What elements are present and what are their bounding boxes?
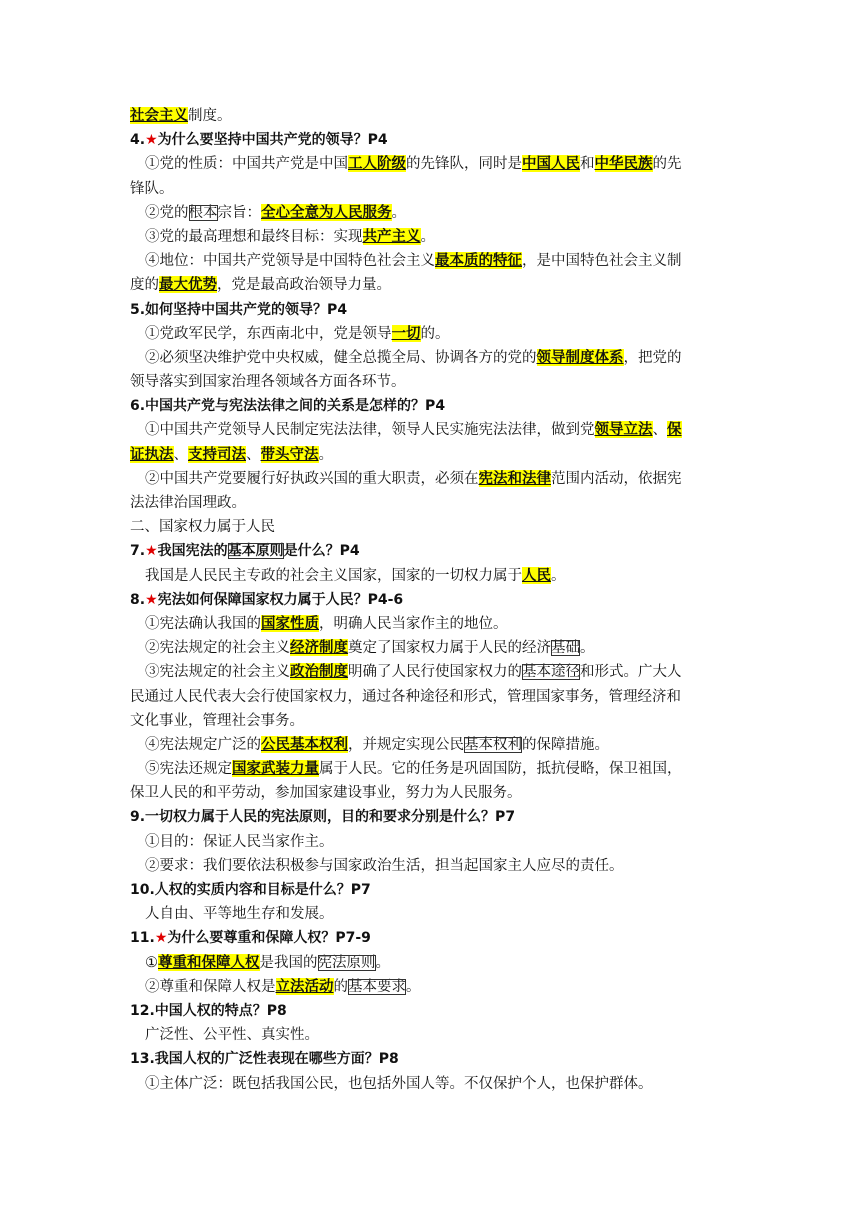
text-segment: 的先锋队，同时是 — [406, 156, 522, 173]
text-segment: ①宪法确认我国的 — [145, 615, 261, 632]
text-segment: 6.中国共产党与宪法法律之间的关系是怎样的？P4 — [130, 398, 446, 415]
text-segment: ，党是最高政治领导力量。 — [217, 277, 391, 294]
text-segment: 13.我国人权的广泛性表现在哪些方面？P8 — [130, 1051, 399, 1068]
text-segment: 为什么要尊重和保障人权？P7-9 — [167, 930, 371, 947]
question-heading — [130, 999, 735, 1023]
text-segment: 我国宪法的 — [157, 543, 228, 560]
text-segment: ④宪法规定广泛的 — [145, 736, 261, 753]
text-line — [130, 370, 735, 394]
text-segment: 制度。 — [188, 108, 232, 124]
highlighted-keyword: 支持司法 — [188, 445, 246, 463]
highlighted-keyword: 领导立法 — [594, 421, 653, 439]
question-heading — [130, 878, 735, 902]
highlighted-keyword: 共产主义 — [362, 227, 421, 245]
highlighted-keyword: 政治制度 — [290, 663, 348, 681]
text-segment: 11. — [130, 930, 155, 947]
text-segment: 二、国家权力属于人民 — [130, 519, 275, 536]
text-line — [130, 854, 735, 878]
text-line — [130, 249, 735, 273]
highlighted-keyword: 保 — [667, 421, 682, 439]
text-line — [130, 951, 735, 975]
text-segment: 文化事业，管理社会事务。 — [130, 712, 304, 729]
boxed-keyword: 基本原则 — [227, 543, 284, 560]
text-segment: 广泛性、公平性、真实性。 — [145, 1027, 319, 1044]
text-line — [130, 1023, 735, 1047]
text-segment: ④地位：中国共产党领导是中国特色社会主义 — [145, 253, 435, 270]
highlighted-keyword: 工人阶级 — [348, 155, 406, 173]
text-line — [130, 709, 735, 733]
text-segment: ②宪法规定的社会主义 — [145, 640, 290, 657]
text-segment: 锋队。 — [130, 180, 174, 197]
text-line — [130, 177, 735, 201]
text-segment: 的先 — [652, 156, 682, 173]
highlighted-keyword: 社会主义 — [130, 107, 188, 124]
text-segment: ①目的：保证人民当家作主。 — [145, 833, 334, 850]
text-segment: 。 — [406, 978, 421, 995]
text-segment: ，是中国特色社会主义制 — [522, 253, 682, 270]
text-segment: 奠定了国家权力属于人民的经济 — [348, 640, 551, 657]
text-line — [130, 104, 735, 128]
document-body — [130, 104, 735, 1096]
text-segment: 和 — [580, 156, 595, 173]
text-segment: 、 — [246, 446, 261, 463]
text-line — [130, 830, 735, 854]
star-icon: ★ — [145, 591, 158, 608]
text-segment: ②要求：我们要依法积极参与国家政治生活，担当起国家主人应尽的责任。 — [145, 857, 624, 874]
text-segment: 。 — [580, 640, 595, 657]
text-line — [130, 225, 735, 249]
text-segment: 领导落实到国家治理各领域各方面各环节。 — [130, 374, 406, 391]
highlighted-keyword: 国家武装力量 — [232, 760, 319, 778]
text-segment: ②中国共产党要履行好执政兴国的重大职责，必须在 — [145, 470, 479, 487]
text-segment: 的。 — [420, 325, 450, 342]
highlighted-keyword: 人民 — [522, 566, 551, 584]
text-segment: 的保障措施。 — [522, 736, 609, 753]
text-segment: ②尊重和保障人权是 — [145, 978, 276, 995]
text-segment: 8. — [130, 591, 146, 608]
text-line — [130, 201, 735, 225]
highlighted-keyword: 中国人民 — [522, 155, 580, 173]
text-line — [130, 757, 735, 781]
text-segment: 7. — [130, 543, 146, 560]
text-segment: 。 — [420, 228, 435, 245]
text-line — [130, 564, 735, 588]
text-segment: 。 — [551, 567, 566, 584]
text-segment: 10.人权的实质内容和目标是什么？P7 — [130, 882, 371, 898]
text-segment: 4. — [130, 132, 146, 149]
question-heading — [130, 539, 735, 563]
text-line — [130, 322, 735, 346]
text-line — [130, 636, 735, 660]
text-line — [130, 733, 735, 757]
text-segment: ① — [145, 954, 158, 971]
boxed-keyword: 基本途径 — [522, 664, 580, 681]
text-segment: 法法律治国理政。 — [130, 495, 246, 511]
highlighted-keyword: 宪法和法律 — [478, 469, 551, 487]
text-segment: 。 — [375, 954, 390, 971]
highlighted-keyword: 证执法 — [130, 445, 174, 463]
text-line — [130, 346, 735, 370]
text-line — [130, 491, 735, 515]
question-heading — [130, 298, 735, 322]
highlighted-keyword: 中华民族 — [594, 155, 653, 173]
text-line — [130, 781, 735, 805]
text-segment: 范围内活动，依据宪 — [551, 470, 682, 487]
text-segment: 。 — [391, 204, 406, 221]
question-heading — [130, 128, 735, 152]
text-line — [130, 515, 735, 539]
highlighted-keyword: 经济制度 — [290, 639, 348, 657]
highlighted-keyword: 全心全意为人民服务 — [261, 203, 392, 221]
text-segment: 宪法如何保障国家权力属于人民？P4-6 — [157, 591, 404, 608]
text-line — [130, 902, 735, 926]
highlighted-keyword: 公民基本权利 — [261, 735, 348, 753]
text-segment: ②必须坚决维护党中央权威，健全总揽全局、协调各方的党的 — [145, 349, 537, 366]
question-heading — [130, 805, 735, 829]
boxed-keyword: 基础 — [551, 640, 580, 657]
text-line — [130, 660, 735, 684]
boxed-keyword: 宪法原则 — [317, 954, 376, 971]
text-line — [130, 152, 735, 176]
text-segment: ③党的最高理想和最终目标：实现 — [145, 228, 363, 245]
text-segment: ⑤宪法还规定 — [145, 761, 232, 778]
text-segment: ③宪法规定的社会主义 — [145, 664, 290, 681]
text-segment: 度的 — [130, 277, 159, 294]
text-segment: 和形式。广大人 — [580, 664, 682, 681]
text-segment: 是我国的 — [259, 954, 318, 971]
text-line — [130, 418, 735, 442]
question-heading — [130, 1047, 735, 1071]
text-segment: 民通过人民代表大会行使国家权力，通过各种途径和形式，管理国家事务，管理经济和 — [130, 688, 681, 705]
highlighted-keyword: 领导制度体系 — [536, 348, 624, 366]
highlighted-keyword: 尊重和保障人权 — [158, 953, 260, 971]
star-icon: ★ — [154, 930, 168, 947]
text-segment: ，并规定实现公民 — [348, 736, 464, 753]
text-line — [130, 975, 735, 999]
highlighted-keyword: 一切 — [391, 324, 421, 342]
text-segment: ①主体广泛：既包括我国公民，也包括外国人等。不仅保护个人，也保护群体。 — [145, 1075, 653, 1092]
text-segment: 。 — [318, 446, 333, 463]
question-heading — [130, 394, 735, 418]
text-segment: 12.中国人权的特点？P8 — [130, 1002, 287, 1019]
question-heading — [130, 926, 735, 950]
boxed-keyword: 根本 — [188, 204, 218, 221]
text-segment: 5.如何坚持中国共产党的领导？P4 — [130, 301, 348, 318]
highlighted-keyword: 立法活动 — [275, 977, 334, 995]
text-line — [130, 467, 735, 491]
text-segment: 明确了人民行使国家权力的 — [348, 664, 522, 681]
text-segment: ①党的性质：中国共产党是中国 — [145, 156, 348, 173]
text-segment: ②党的 — [145, 204, 189, 221]
text-line — [130, 685, 735, 709]
text-segment: ，明确人民当家作主的地位。 — [319, 615, 508, 632]
text-segment: 人自由、平等地生存和发展。 — [145, 906, 334, 923]
text-segment: 我国是人民民主专政的社会主义国家，国家的一切权力属于 — [145, 567, 522, 584]
text-line — [130, 612, 735, 636]
text-segment: 的 — [333, 978, 348, 995]
text-segment: 9.一切权力属于人民的宪法原则，目的和要求分别是什么？P7 — [130, 809, 516, 826]
text-segment: 、 — [652, 422, 667, 439]
text-segment: 宗旨： — [217, 204, 261, 221]
text-line — [130, 1072, 735, 1096]
text-segment: 是什么？P4 — [283, 543, 360, 560]
boxed-keyword: 基本要求 — [348, 978, 406, 995]
text-segment: 属于人民。它的任务是巩固国防，抵抗侵略，保卫祖国， — [319, 761, 682, 778]
highlighted-keyword: 最大优势 — [159, 276, 217, 294]
star-icon: ★ — [145, 132, 158, 149]
text-segment: ①党政军民学，东西南北中，党是领导 — [145, 325, 392, 342]
text-segment: 、 — [173, 446, 188, 463]
text-segment: 为什么要坚持中国共产党的领导？P4 — [157, 132, 388, 149]
star-icon: ★ — [145, 543, 158, 560]
highlighted-keyword: 带头守法 — [260, 445, 319, 463]
text-segment: ，把党的 — [623, 349, 682, 366]
highlighted-keyword: 国家性质 — [261, 614, 319, 632]
text-line — [130, 443, 735, 467]
text-segment: 保卫人民的和平劳动，参加国家建设事业，努力为人民服务。 — [130, 785, 522, 802]
text-line — [130, 273, 735, 297]
highlighted-keyword: 最本质的特征 — [435, 252, 522, 270]
boxed-keyword: 基本权利 — [464, 736, 522, 753]
question-heading — [130, 588, 735, 612]
text-segment: ①中国共产党领导人民制定宪法法律，领导人民实施宪法法律，做到党 — [145, 422, 595, 439]
